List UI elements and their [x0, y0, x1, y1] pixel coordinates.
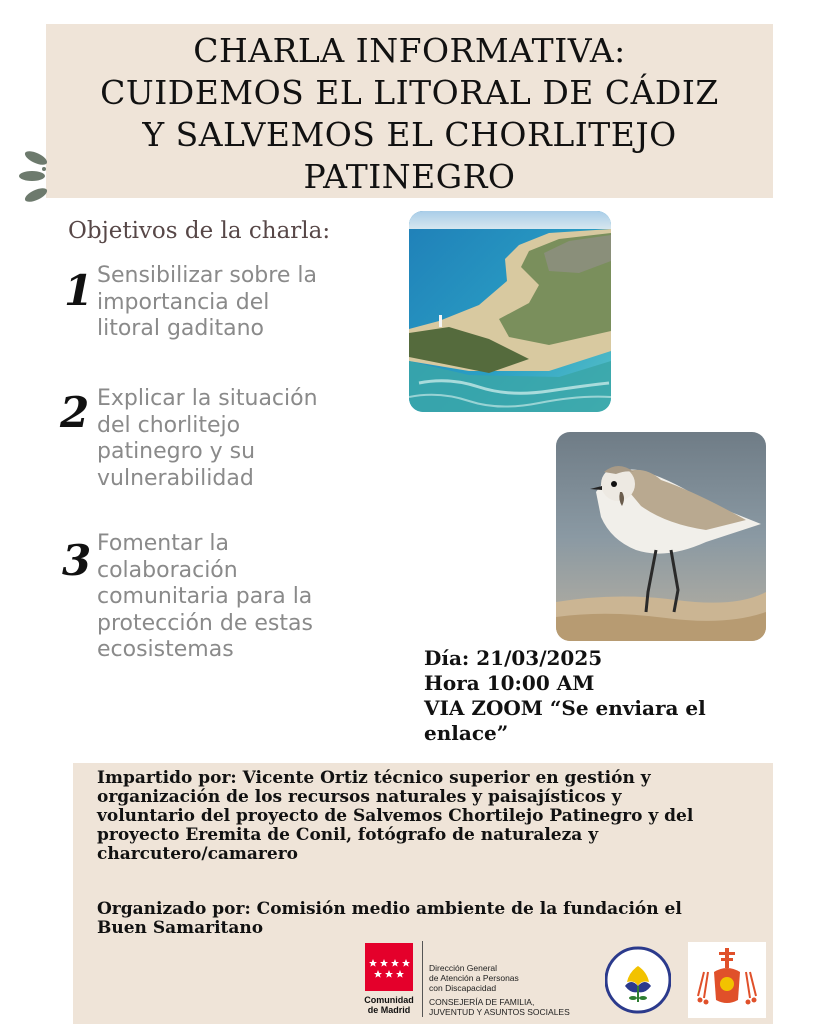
title-banner: [46, 24, 773, 198]
madrid-direction-line: con Discapacidad: [429, 983, 497, 993]
speaker-line: charcutero/camarero: [97, 844, 299, 864]
speaker-line: Impartido por: Vicente Ortiz técnico superior en gestión y: [97, 768, 651, 788]
objective-line: protección de estas: [97, 610, 313, 636]
objective-text: [97, 263, 367, 343]
organizer-line: Buen Samaritano: [97, 918, 264, 938]
madrid-direction-line: Dirección General: [429, 963, 498, 973]
objective-number: 1: [64, 266, 94, 315]
objective-line: del chorlitejo: [97, 412, 241, 438]
objectives-heading: Objetivos de la charla:: [68, 218, 331, 244]
objective-line: litoral gaditano: [97, 316, 264, 341]
event-info: [424, 646, 754, 746]
objective-line: colaboración: [97, 557, 238, 583]
speaker-line: proyecto Eremita de Conil, fotógrafo de naturaleza y: [97, 825, 599, 845]
coast-photo: [409, 211, 611, 412]
objective-text: [97, 386, 367, 492]
leaf-decoration-icon: [18, 146, 52, 212]
speaker-info: [97, 769, 757, 864]
objective-line: comunitaria para la: [97, 584, 313, 609]
madrid-consejeria: [429, 997, 570, 1017]
event-via: enlace”: [424, 721, 509, 745]
objective-line: Fomentar la: [97, 531, 229, 556]
title-line: PATINEGRO: [303, 157, 516, 196]
objective-line: patinegro y su: [97, 439, 256, 464]
objective-text: [97, 531, 367, 664]
madrid-direction: [429, 963, 519, 993]
objective-line: Sensibilizar sobre la: [97, 263, 317, 288]
bird-photo: [556, 432, 766, 641]
fundacion-buen-samaritano-logo: [605, 942, 671, 1018]
logo-divider: [422, 941, 423, 1017]
organizer-info: [97, 900, 757, 938]
speaker-line: organización de los recursos naturales y paisajísticos y: [97, 787, 622, 807]
objective-number: 3: [62, 536, 92, 585]
madrid-consejeria-line: CONSEJERÍA DE FAMILIA,: [429, 997, 535, 1007]
madrid-name-line: Comunidad: [364, 995, 414, 1005]
event-via: VIA ZOOM “Se enviara el: [424, 696, 706, 720]
objective-number: 2: [60, 388, 90, 437]
madrid-name-line: de Madrid: [367, 1005, 411, 1015]
objective-line: Explicar la situación: [97, 386, 318, 411]
objective-line: ecosistemas: [97, 637, 234, 662]
madrid-flag-icon: [365, 943, 413, 991]
speaker-line: voluntario del proyecto de Salvemos Chortilejo Patinegro y del: [97, 806, 694, 826]
madrid-consejeria-line: JUVENTUD Y ASUNTOS SOCIALES: [429, 1007, 570, 1017]
objective-line: importancia del: [97, 289, 270, 315]
cross-emblem-logo: [688, 942, 766, 1018]
event-time: Hora 10:00 AM: [424, 671, 595, 695]
madrid-direction-line: de Atención a Personas: [429, 973, 519, 983]
title-line: CUIDEMOS EL LITORAL DE CÁDIZ: [100, 73, 719, 112]
objective-line: vulnerabilidad: [97, 465, 254, 491]
madrid-name: [361, 995, 417, 1015]
event-day: Día: 21/03/2025: [424, 646, 603, 670]
organizer-line: Organizado por: Comisión medio ambiente de la fundación el: [97, 899, 682, 919]
comunidad-madrid-logo: [365, 941, 605, 1019]
title-line: Y SALVEMOS EL CHORLITEJO: [142, 115, 677, 154]
title-line: CHARLA INFORMATIVA:: [193, 31, 626, 70]
